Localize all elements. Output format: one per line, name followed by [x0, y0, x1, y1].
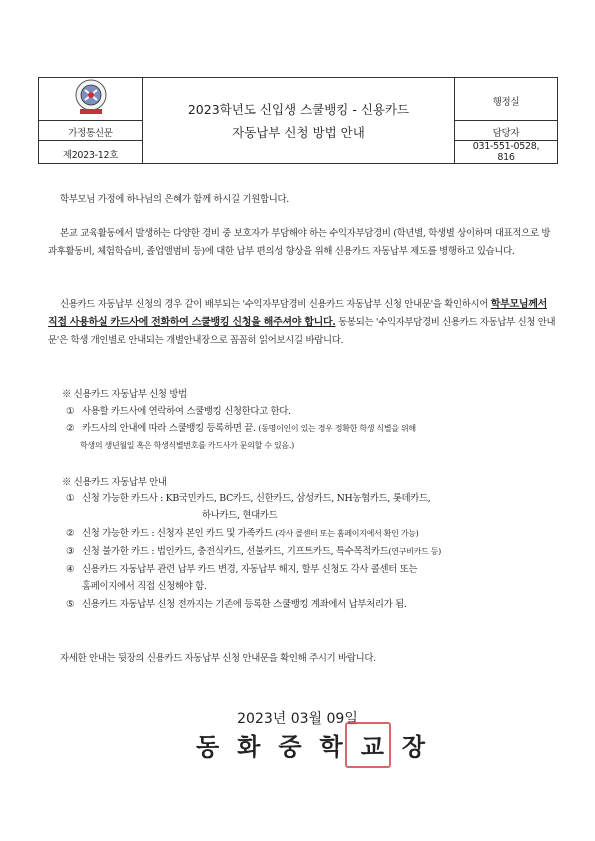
document-header — [38, 77, 558, 164]
list-text-line2: 홈페이지에서 직접 신청해야 함. — [82, 581, 207, 592]
list-number: ④ — [66, 564, 75, 575]
doc-number: 제2023-12호 — [62, 149, 119, 161]
list-number: ⑤ — [66, 599, 75, 610]
list-item — [66, 562, 556, 578]
phone-line2: 816 — [497, 152, 515, 163]
list-item — [66, 404, 556, 420]
list-note-line2: 학생의 생년월일 혹은 학생식별번호를 카드사가 문의할 수 있음.) — [80, 441, 294, 450]
paragraph-2-a: 신용카드 자동납부 신청의 경우 같이 배부되는 '수익자부담경비 신용카드 자동납부 신청 안내문'을 확인하시어 — [60, 299, 491, 310]
list-item — [66, 597, 556, 613]
section-2-title: ※ 신용카드 자동납부 안내 — [62, 477, 167, 488]
phone-line1: 031-551-0528, — [472, 141, 540, 152]
list-text: 신청 가능한 카드사 : KB국민카드, BC카드, 신한카드, 삼성카드, NH농협카드, 롯데카드, — [82, 493, 431, 504]
list-text: 신청 불가한 카드 : 법인카드, 충전식카드, 선불카드, 기프트카드, 특수목적카드 — [82, 546, 389, 557]
phone-cell — [455, 141, 558, 164]
org-label: 가정통신문 — [68, 128, 113, 139]
list-note: (동명이인이 있는 경우 정확한 학생 식별을 위해 — [258, 424, 416, 433]
paragraph-2-b: 동봉되는 '수익자부담경비 신용카드 자동납부 신청 안내문'은 학생 개인별로 안내되는 개별안내장으로 꼼꼼히 읽어보시길 바랍니다. — [48, 317, 556, 346]
dept-cell — [455, 78, 558, 121]
doc-title-line1: 2023학년도 신입생 스쿨뱅킹 - 신용카드 — [187, 101, 410, 117]
contact-cell — [455, 121, 558, 141]
issue-date: 2023년 03월 09일 — [237, 711, 358, 727]
docnum-cell — [39, 141, 143, 164]
list-note: (각사 콜센터 또는 홈페이지에서 확인 가능) — [275, 529, 419, 538]
list-item — [66, 526, 556, 542]
org-cell — [39, 121, 143, 141]
list-note: (연구비카드 등) — [388, 547, 441, 556]
list-number: ① — [66, 406, 75, 417]
list-number: ① — [66, 493, 75, 504]
list-item — [66, 544, 556, 560]
signature: 동화중학교장 — [196, 733, 444, 761]
paragraph-2 — [48, 296, 556, 350]
title-cell — [143, 78, 455, 164]
list-text: 신용카드 자동납부 신청 전까지는 기존에 등록한 스쿨뱅킹 계좌에서 납부처리가 됨. — [82, 599, 407, 610]
logo-cell — [39, 78, 143, 121]
list-number: ② — [66, 528, 75, 539]
list-number: ② — [66, 423, 75, 434]
list-item — [66, 491, 556, 507]
list-text: 카드사의 안내에 따라 스쿨뱅킹 등록하면 끝. — [82, 423, 256, 434]
paragraph-2-emphasis: 학부모님께서 직접 사용하실 카드사에 전화하여 스쿨뱅킹 신청을 해주셔야 합니다. — [48, 299, 547, 328]
dept-label: 행정실 — [492, 96, 520, 108]
list-item — [66, 421, 556, 437]
list-number: ③ — [66, 546, 75, 557]
list-text: 사용할 카드사에 연락하여 스쿨뱅킹 신청한다고 한다. — [82, 406, 291, 417]
paragraph-1: 본교 교육활동에서 발생하는 다양한 경비 중 보호자가 부담해야 하는 수익자부담경비 (학년별, 학생별 상이하며 대표적으로 방과후활동비, 체험학습비, 졸업앨범비 등)에 대한 납부 편의성 향상을 위해 신용카드 자동납부 제도를 병행하고 있습니다. — [48, 228, 551, 257]
closing-text: 자세한 안내는 뒷장의 신용카드 자동납부 신청 안내문을 확인해 주시기 바랍니다. — [60, 653, 376, 664]
school-emblem-icon — [71, 78, 111, 116]
section-1-title: ※ 신용카드 자동납부 신청 방법 — [62, 389, 187, 400]
list-text: 신용카드 자동납부 관련 납부 카드 변경, 자동납부 해지, 할부 신청도 각사 콜센터 또는 — [82, 564, 418, 575]
greeting: 학부모님 가정에 하나님의 은혜가 함께 하시길 기원합니다. — [60, 194, 289, 205]
doc-title-line2: 자동납부 신청 방법 안내 — [232, 124, 365, 140]
list-text: 신청 가능한 카드 : 신청자 본인 카드 및 가족카드 — [82, 528, 273, 539]
list-text-line2: 하나카드, 현대카드 — [202, 510, 278, 521]
contact-label: 담당자 — [492, 128, 520, 139]
